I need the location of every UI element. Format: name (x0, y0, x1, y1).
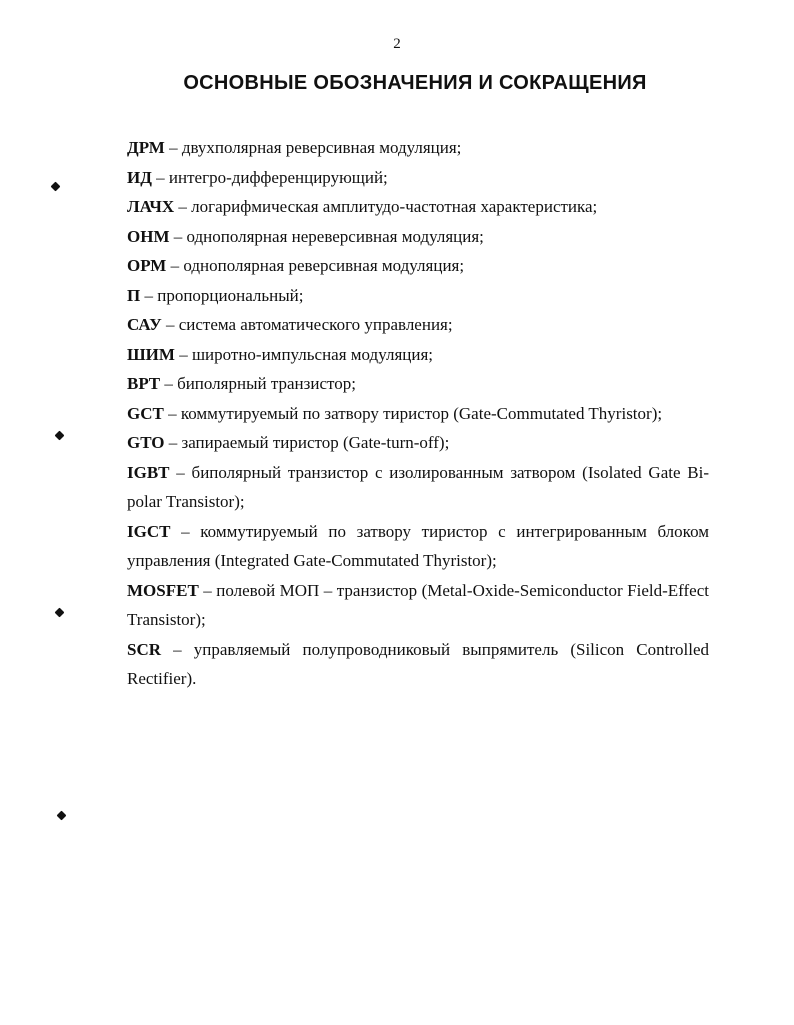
abbreviation-definition: – полевой МОП – транзистор (Metal-Oxide-Semiconductor Field-Effect Transistor); (127, 580, 709, 629)
abbreviation-definition: – запираемый тиристор (Gate-turn-off); (168, 433, 450, 452)
list-item (127, 517, 709, 576)
abbreviation-definition: – пропорциональный; (144, 285, 304, 305)
scan-mark-decoration (51, 182, 61, 192)
scan-mark-decoration (55, 431, 65, 441)
abbreviation-term: GCT (127, 403, 164, 423)
scan-mark-decoration (55, 608, 65, 618)
list-item (127, 163, 709, 193)
abbreviation-term: ОРМ (127, 256, 167, 275)
abbreviation-term: MOSFET (127, 580, 199, 600)
abbreviation-definition: – коммутируемый по затвору тиристор с интегрированным блоком управления (Integrated Gate-Commutated Thyristor); (127, 521, 709, 570)
list-item (127, 310, 709, 340)
abbreviation-definition: – двухполярная реверсивная модуляция; (169, 138, 462, 157)
abbreviation-definition: – широтно-импульсная модуляция; (179, 344, 434, 364)
abbreviation-term: BPT (127, 374, 161, 393)
abbreviation-term: П (127, 285, 141, 305)
page-number: 2 (393, 36, 401, 52)
list-item (127, 340, 709, 370)
list-item (127, 281, 709, 311)
abbreviation-definition: – интегро-дифференцирующий; (156, 167, 388, 187)
list-item (127, 399, 709, 429)
abbreviation-term: ШИМ (127, 344, 175, 364)
list-item (127, 635, 709, 694)
abbreviation-term: САУ (127, 315, 162, 334)
abbreviation-term: ИД (127, 167, 152, 187)
abbreviation-term: ОНМ (127, 226, 170, 246)
abbreviation-term: ДРМ (127, 138, 165, 157)
abbreviation-term: IGCT (127, 521, 171, 541)
abbreviation-term: GTO (127, 433, 165, 452)
list-item (127, 576, 709, 635)
abbreviation-definition: – биполярный транзистор; (164, 374, 356, 393)
abbreviation-term: SCR (127, 639, 162, 659)
abbreviation-list (127, 133, 709, 694)
abbreviation-term: IGBT (127, 462, 170, 482)
list-item (127, 428, 709, 458)
abbreviation-term: ЛАЧХ (127, 197, 175, 216)
list-item (127, 192, 709, 222)
abbreviation-definition: – логарифмическая амплитудо-частотная характеристика; (178, 197, 598, 216)
abbreviation-definition: – биполярный транзистор с изолированным затвором (Isolated Gate Bi-polar Transistor); (127, 462, 710, 511)
abbreviation-definition: – коммутируемый по затвору тиристор (Gate-Commutated Thyristor); (168, 403, 663, 423)
abbreviation-definition: – однополярная реверсивная модуляция; (170, 256, 465, 275)
list-item (127, 133, 709, 163)
list-item (127, 458, 709, 517)
abbreviation-definition: – однополярная нереверсивная модуляция; (173, 226, 484, 246)
abbreviation-definition: – управляемый полупроводниковый выпрямитель (Silicon Controlled Rectifier). (127, 639, 710, 688)
list-item (127, 251, 709, 281)
list-item (127, 222, 709, 252)
list-item (127, 369, 709, 399)
abbreviation-definition: – система автоматического управления; (165, 315, 453, 334)
scan-mark-decoration (57, 811, 67, 821)
page-title: ОСНОВНЫЕ ОБОЗНАЧЕНИЯ И СОКРАЩЕНИЯ (183, 72, 647, 94)
